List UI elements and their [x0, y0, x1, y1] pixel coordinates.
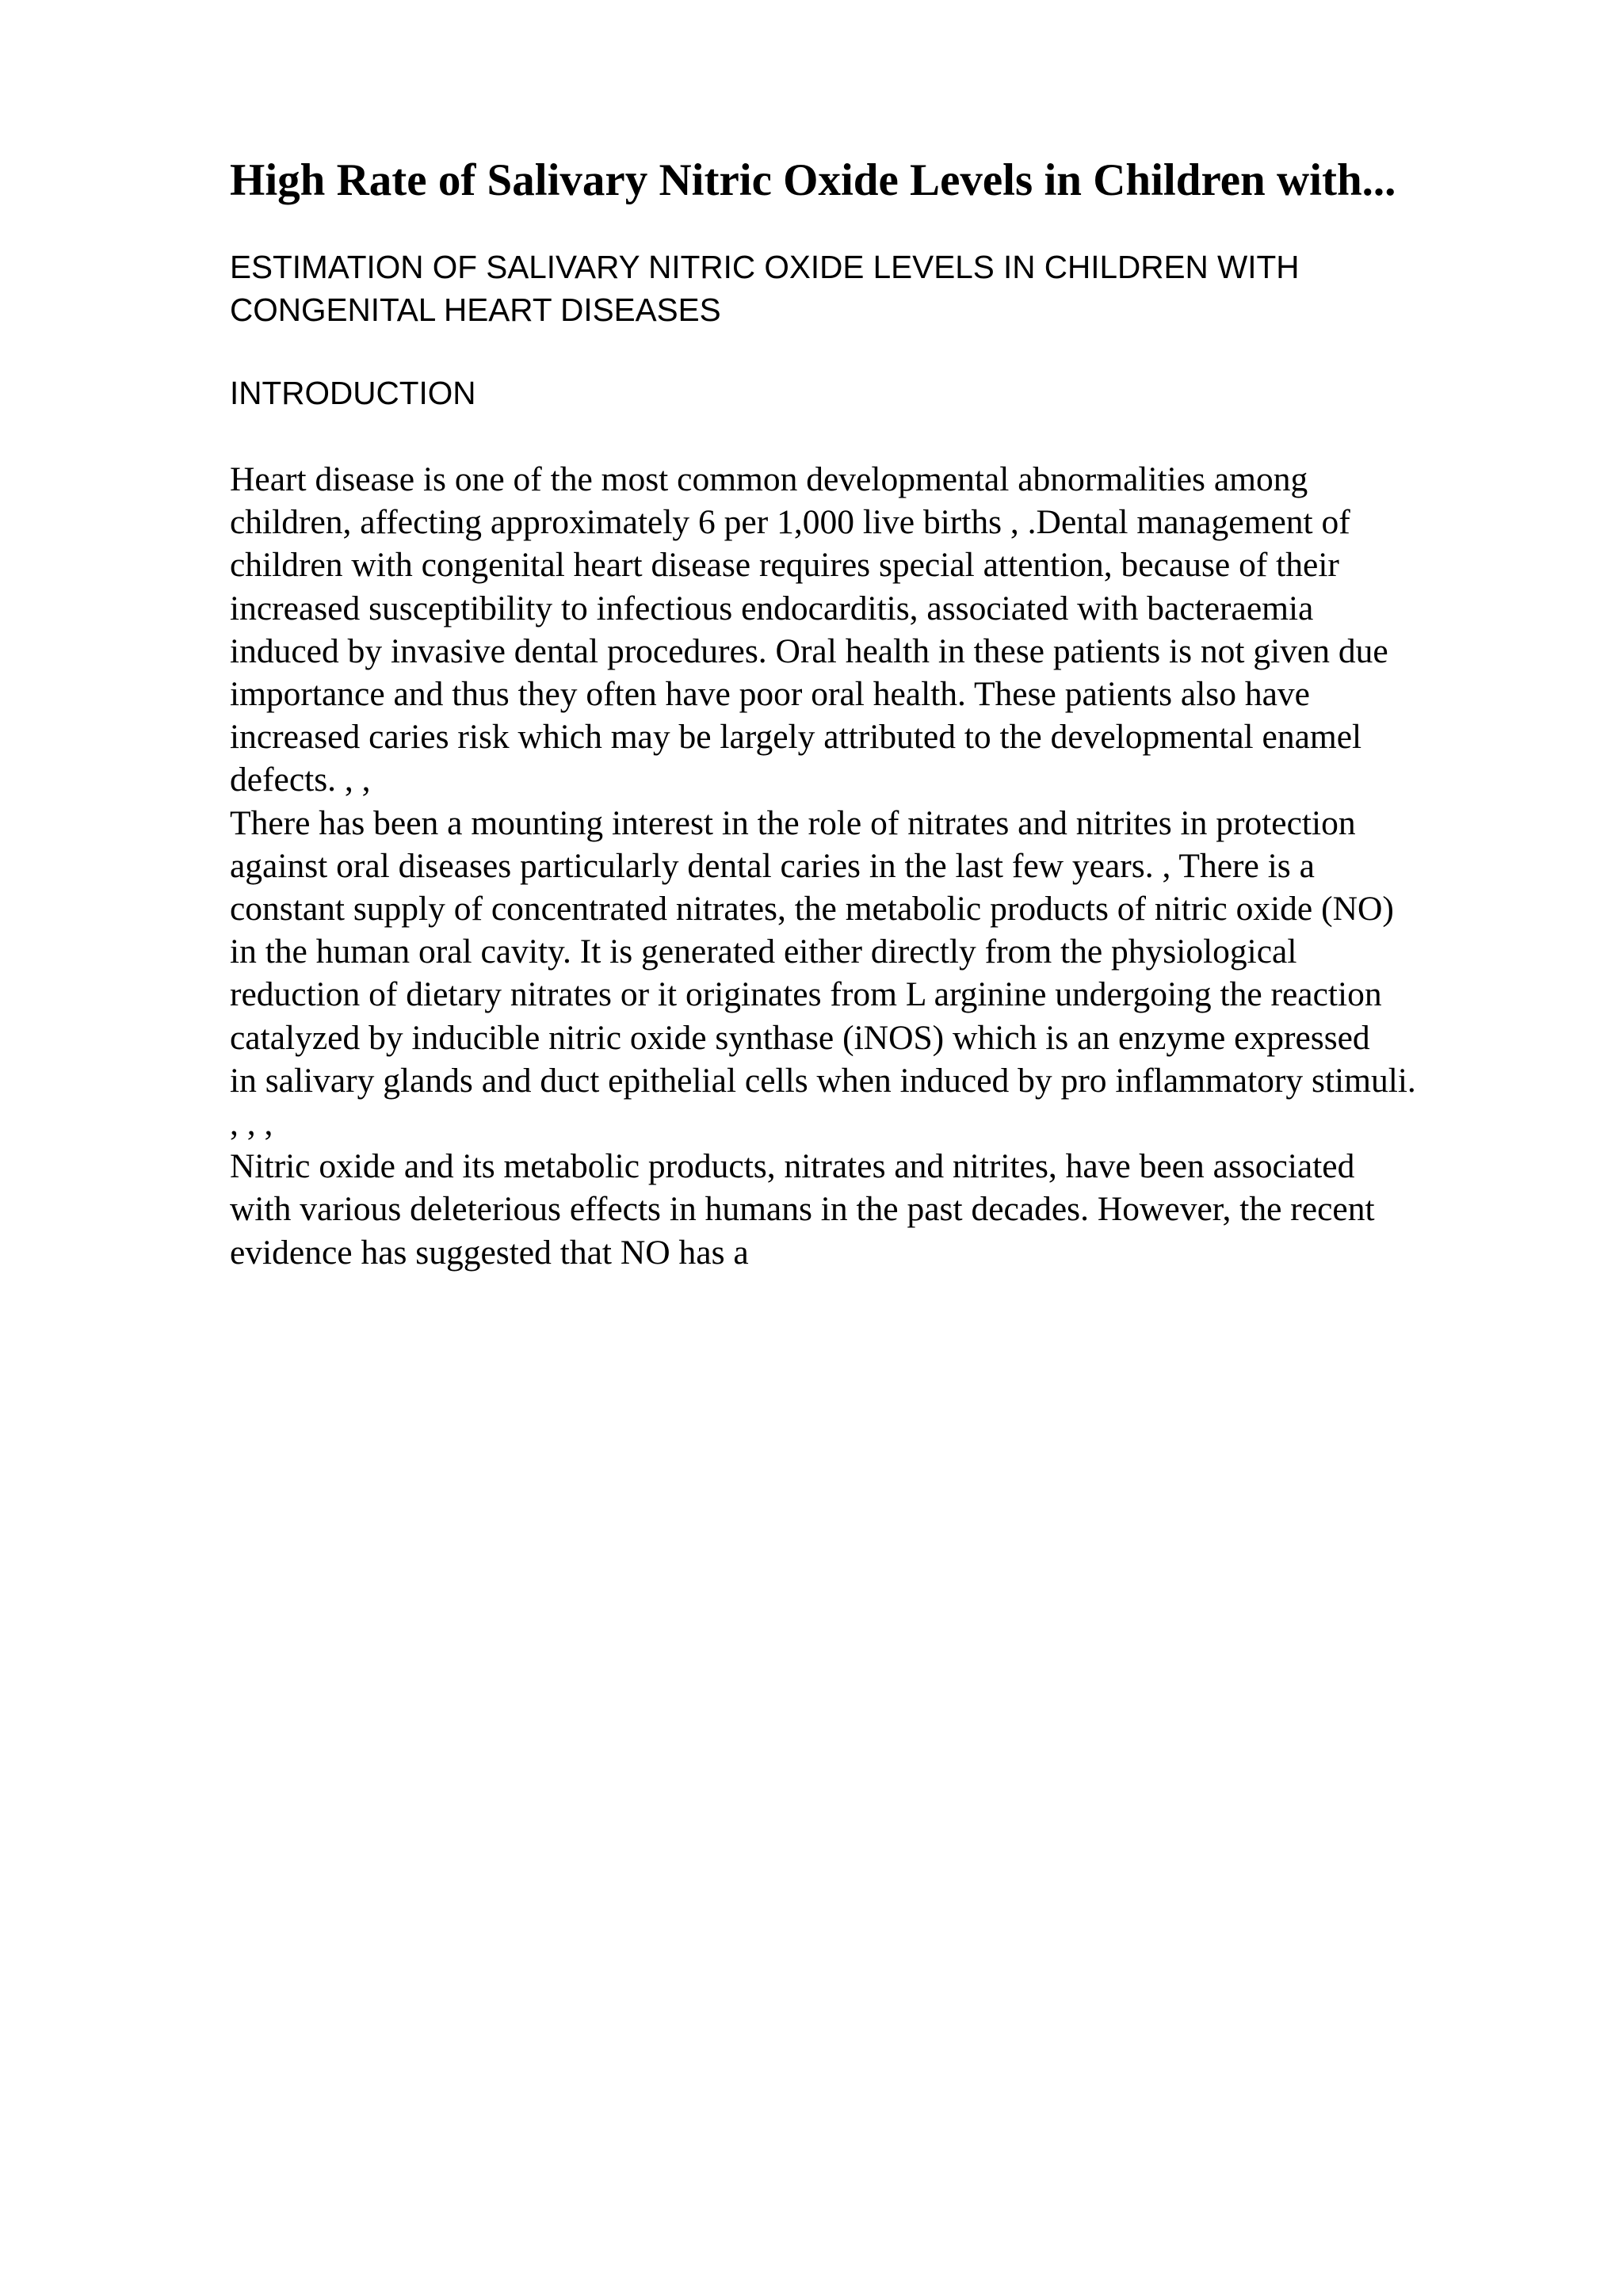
body-line: induced by invasive dental procedures. Oral health in these patients is not given due — [230, 631, 1388, 670]
body-line: increased susceptibility to infectious endocarditis, associated with bacteraemia — [230, 589, 1314, 627]
document-title: High Rate of Salivary Nitric Oxide Levels in Children with... — [230, 155, 1396, 205]
section-heading-introduction: INTRODUCTION — [230, 375, 476, 411]
body-line: , , , — [230, 1104, 273, 1143]
body-line: defects. , , — [230, 761, 371, 799]
body-line: There has been a mounting interest in the role of nitrates and nitrites in protection — [230, 803, 1356, 842]
introduction-body — [230, 458, 1514, 1274]
body-line: catalyzed by inducible nitric oxide synthase (iNOS) which is an enzyme expressed — [230, 1018, 1370, 1057]
body-line: in salivary glands and duct epithelial cells when induced by pro inflammatory stimuli. — [230, 1061, 1416, 1100]
body-line: reduction of dietary nitrates or it originates from L arginine undergoing the reaction — [230, 975, 1382, 1014]
subtitle-line: CONGENITAL HEART DISEASES — [230, 292, 721, 328]
subtitle-line: ESTIMATION OF SALIVARY NITRIC OXIDE LEVELS IN CHILDREN WITH — [230, 249, 1300, 285]
body-line: in the human oral cavity. It is generated either directly from the physiological — [230, 933, 1297, 971]
body-line: constant supply of concentrated nitrates, the metabolic products of nitric oxide (NO) — [230, 890, 1394, 929]
body-line: children, affecting approximately 6 per 1,000 live births , .Dental management of — [230, 503, 1350, 542]
body-line: increased caries risk which may be largely attributed to the developmental enamel — [230, 718, 1362, 757]
body-line: children with congenital heart disease requires special attention, because of their — [230, 546, 1339, 585]
body-line: against oral diseases particularly dental caries in the last few years. , There is a — [230, 846, 1315, 885]
body-line: with various deleterious effects in humans in the past decades. However, the recent — [230, 1190, 1375, 1229]
body-line: Heart disease is one of the most common developmental abnormalities among — [230, 460, 1308, 498]
body-line: Nitric oxide and its metabolic products, nitrates and nitrites, have been associated — [230, 1147, 1355, 1186]
body-line: importance and thus they often have poor oral health. These patients also have — [230, 675, 1310, 714]
body-line: evidence has suggested that NO has a — [230, 1233, 749, 1272]
document-subtitle — [230, 246, 1514, 331]
